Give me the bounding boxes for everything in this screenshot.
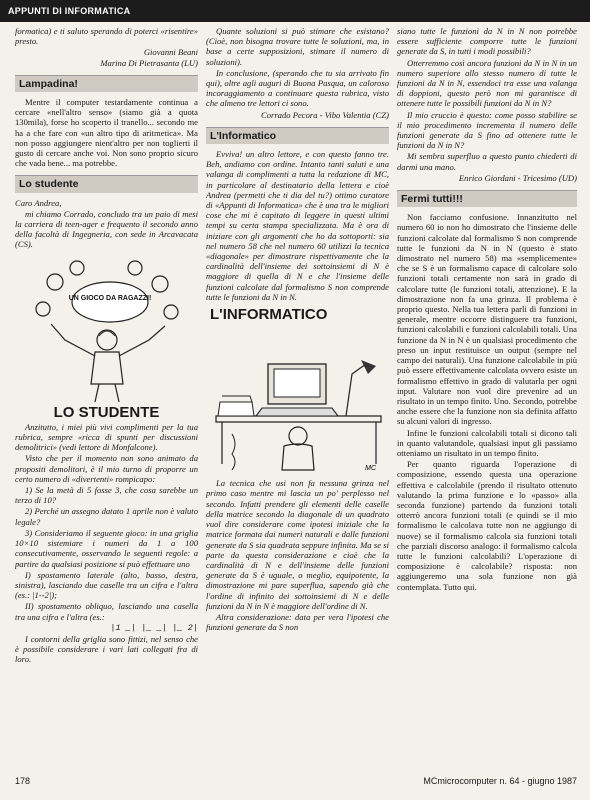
magazine-issue: MCmicrocomputer n. 64 - giugno 1987 [423, 776, 577, 786]
reply-paragraph-3: Per quanto riguarda l'operazione di composizione, essendo questa una operazione effettiva e calcolabile (prendo il risultato ottenuto valutando la prima funzione e lo «passo» alla seconda funzione) partendo da funzioni totali otterrò ancora funzioni totali (e quindi se il mio formalismo le calcolava tutte non ne aggiungo di nuove) se il formalismo calcola sia funzioni totali che parziali discorso analogo: il formalismo calcola tutte le funzioni calcolabili? L'operazione di composizione è calcolabile? risposta: non aggiungeremo una sola funzione non già contemplata. Tutto qui. [397, 459, 577, 592]
letter-salutation: Caro Andrea, [15, 197, 62, 208]
functions-paragraph-2: Otterremmo così ancora funzioni da N in N in un numero superiore allo stesso numero di tutte le funzioni da N in N, essendoci tra esse una valanga di doppioni, questo però non mi garantisce di ottenere tutte le possibili funzioni da N in N? [397, 57, 577, 109]
functions-paragraph-3: Il mio cruccio è questo: come posso stabilire se il mio procedimento incrementa il numero delle funzioni generate da S fino ad ottenere tutte le funzioni da N in N? [397, 109, 577, 151]
estimate-paragraph: Quante soluzioni si può stimare che esistano? (Cioè, non bisogna trovare tutte le soluzioni, ma, in base a certe supposizioni, stimare il numero di soluzioni). [206, 26, 389, 67]
letter-signature: Corrado Pecora - Vibo Valentia (CZ) [260, 109, 389, 120]
section-title-studente: Lo studente [15, 175, 198, 192]
letter-signature-giordani: Enrico Giordani - Tricesimo (UD) [458, 172, 577, 183]
section-title-lampadina: Lampadina! [15, 75, 198, 92]
reply-paragraph-1: Non facciamo confusione. Innanzitutto nel numero 60 io non ho dimostrato che l'insieme delle funzioni calcolate dal formalismo S non comprende tutte le funzioni da N in N (questo è stato dimostrato nel numero 58) ma «semplicemente» che se S è un formalismo capace di calcolare solo funzioni totali certamente non sarà in grado di calcolare tutte (le funzioni totali, attenzione). E la dimostrazione non fa una grinza. Il problema è proprio questo. Nella tua lettera parli di funzioni in generale, mentre occorre distinguere tra funzioni, funzioni calcolabili e funzioni calcolabili totali. Una funzione da N in N è un qualsiasi procedimento che preso un input restituisce un output (sempre nel campo dei naturali). Una funzione calcolabile in più può essere effettivamente calcolata ovvero esiste un formalismo effettivo in grado di valutarla per ogni input. Valutare non vuol dire prevenire ad un risultato in un tempo finito. Uno. Secondo, potrebbe anche essere che la funzione non sia definita affatto su alcuni valori di ingresso. [397, 212, 577, 427]
page-number: 178 [15, 776, 31, 786]
computer-desk-illustration [206, 324, 389, 474]
puzzle-3-rule-2: II) spostamento obliquo, lasciando una casella tra una cifra e l'altra (es.: [15, 601, 198, 622]
functions-paragraph-4: Mi sembra superfluo a questo punto chiederti di darmi una mano. [397, 151, 577, 172]
letter-paragraph: mi chiamo Corrado, concludo tra un paio di mesi la carriera di teen-ager e frequento il secondo anno della facoltà di Ingegneria, con sede in Arcavacata (CS). [15, 208, 198, 250]
balloon-text: UN GIOCO DA RAGAZZI! [68, 294, 152, 302]
puzzles-intro-paragraph: Visto che per il momento non sono animato da propositi demolitori, è il mio turno di proporre un certo numero di «divertenti» rompicapo: [15, 453, 198, 484]
conclusion-paragraph: In conclusione, (sperando che tu sia arrivato fin qui), oltre agli auguri di Buona Pasqua, un caloroso incoraggiamento a continuare questa rubrica, visto che almeno tre lettori ci sono. [206, 67, 389, 109]
grid-example: |1 _| |_ _| |_ 2| [110, 622, 198, 633]
section-header-bar [0, 0, 590, 22]
intro-signature-place: Marina Di Pietrasanta (LU) [100, 57, 198, 68]
column-middle [206, 26, 389, 766]
puzzle-1: 1) Se la metà di 5 fosse 3, che cosa sarebbe un terzo di 10? [15, 485, 198, 506]
puzzle-3-rule-1: I) spostamento laterale (alto, basso, destra, sinistra), lasciando due caselle tra un cifra e l'altra (es.: |1--2|); [15, 569, 198, 601]
section-header-title: APPUNTI DI INFORMATICA [8, 6, 131, 16]
compliments-paragraph: Anzitutto, i miei più vivi complimenti per la tua rubrica, sempre «ricca di spunti per discussioni demolitrici» (vedi lettore di Monfalcone). [15, 421, 198, 453]
lampadina-paragraph: Mentre il computer testardamente continua a cercare «nell'altro senso» (siamo già a quota 130mila), forse ho scoperto il tranello... secondo me ha a che fare con «un altro tipo di aritmetica». Ma non posso aggiungere nient'altro per non toglierti il gusto di cercare anche voi. Non sono proprio sicuro che vada bene... ma potrebbe. [15, 97, 198, 169]
illustration-caption-studente: LO STUDENTE [53, 403, 160, 421]
section-title-fermi-tutti: Fermi tutti!!! [397, 190, 577, 207]
column-left [15, 26, 198, 766]
page-footer [15, 776, 577, 790]
section-title-informatico: L'Informatico [206, 127, 389, 144]
intro-signature-name: Giovanni Beani [143, 47, 198, 58]
reply-paragraph-2: Infine le funzioni calcolabili totali si dicono tali in quanto valutandole, qualsiasi input gli passiamo otteniamo un risultato in un tempo finito. [397, 427, 577, 458]
consideration-paragraph: Altra considerazione: data per vera l'ipotesi che funzioni generate da S non [206, 611, 389, 633]
column-right [397, 26, 577, 766]
juggling-student-illustration [15, 254, 198, 404]
illustration-caption-informatico: L'INFORMATICO [210, 306, 328, 324]
functions-paragraph-1: siano tutte le funzioni da N in N non potrebbe essere sufficiente comporre tutte le funzioni generate da S, in tutti i modi possibili? [397, 26, 577, 57]
illustrator-signature: MC [365, 465, 376, 473]
intro-paragraph: formatica) e ti saluto sperando di poterci «risentire» presto. [15, 26, 198, 47]
puzzle-3: 3) Consideriamo il seguente gioco: in una griglia 10×10 sistemiare i numeri da 1 a 100 consecutivamente, osservando le seguenti regole: a partire da qualsiasi posizione si può effettuare uno [15, 527, 198, 569]
grid-note-paragraph: I contorni della griglia sono fittizi, nel senso che è possibile considerare i vari lati collegati fra di loro. [15, 633, 198, 665]
informatico-paragraph: Evviva! un altro lettore, e con questo fanno tre. Beh, andiamo con ordine. Intanto tanti saluti e una valanga di complimenti a tutta la redazione di MC, in particolare al destinatario della lettera e cioè Andrea (permetti che ti dia del tu?) ottimo curatore di «Appunti di Informatica» che è una tra le migliori cose che mi è capitato di leggere in questi ultimi tempi su certa stampa specializzata. Ma è ora di iniziare con gli argomenti che ho da sottoporti: sia nel numero 58 che nel numero 60 utilizzi la tecnica «diagonale» per dimostrare rispettivamente che la cardinalità dell'insieme dei sottoinsiemi di N è maggiore di quella di N e che l'insieme delle funzioni calcolate dal formalismo S non comprende tutte le funzioni da N in N. [206, 149, 389, 302]
technique-paragraph: La tecnica che usi non fa nessuna grinza nel primo caso mentre mi lascia un po' perplesso nel secondo. Infatti prendere gli elementi delle caselle della matrice secondo la diagonale di un quadrato vuol dire considerare come ipotesi iniziale che la matrice formata dai numeri naturali e dalle funzioni generate da S sia quadrata seppure infinita. Ma se si parte da questa considerazione e cioè che la cardinalità di N e dell'insieme delle funzioni generate da S è uguale, o meglio, equipotente, la dimostrazione mi pare superflua, sapendo già che l'ordine di infinito dei sottoinsiemi di N e delle funzioni da N in N è maggiore dell'ordine di N. [206, 478, 389, 611]
puzzle-2: 2) Perché un assegno datato 1 aprile non è valuto legale? [15, 506, 198, 527]
